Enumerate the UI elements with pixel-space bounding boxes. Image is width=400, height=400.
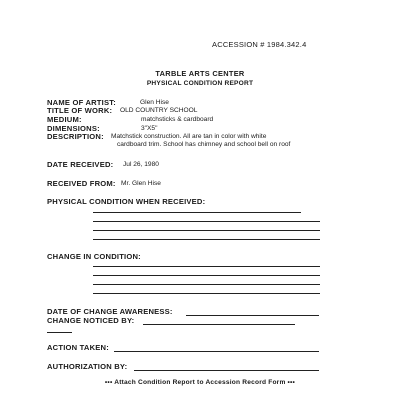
description-line-1: Matchstick construction. All are tan in color with white <box>111 133 267 140</box>
artist-value: Glen Hise <box>140 99 169 106</box>
date-received-value: Jul 26, 1980 <box>123 161 159 168</box>
change-condition-line-4[interactable] <box>93 293 320 294</box>
change-noticed-by-label: CHANGE NOTICED BY: <box>47 316 135 325</box>
medium-value: matchsticks & cardboard <box>141 116 214 123</box>
date-received-label: DATE RECEIVED: <box>47 160 114 169</box>
organization-title: TARBLE ARTS CENTER <box>155 69 245 78</box>
date-change-awareness-line[interactable] <box>186 315 319 316</box>
dimensions-value: 3"X5" <box>141 125 158 132</box>
change-condition-line-2[interactable] <box>93 275 320 276</box>
change-noticed-by-line[interactable] <box>143 324 295 325</box>
footer-note: ••• Attach Condition Report to Accession Record Form ••• <box>104 379 296 386</box>
date-change-awareness-label: DATE OF CHANGE AWARENESS: <box>47 307 173 316</box>
change-condition-line-3[interactable] <box>93 284 320 285</box>
change-condition-line-1[interactable] <box>93 266 320 267</box>
physical-condition-label: PHYSICAL CONDITION WHEN RECEIVED: <box>47 197 206 206</box>
physical-condition-line-2[interactable] <box>93 221 320 222</box>
authorization-by-label: AUTHORIZATION BY: <box>47 362 128 371</box>
dimensions-label: DIMENSIONS: <box>47 124 100 133</box>
description-label: DESCRIPTION: <box>47 132 104 141</box>
accession-number: ACCESSION # 1984.342.4 <box>212 40 307 49</box>
action-taken-line[interactable] <box>114 351 319 352</box>
physical-condition-line-4[interactable] <box>93 239 320 240</box>
title-label: TITLE OF WORK: <box>47 106 113 115</box>
authorization-by-line[interactable] <box>134 370 319 371</box>
report-title: PHYSICAL CONDITION REPORT <box>146 80 254 87</box>
medium-label: MEDIUM: <box>47 115 82 124</box>
received-from-value: Mr. Glen Hise <box>121 180 161 187</box>
title-value: OLD COUNTRY SCHOOL <box>120 107 198 114</box>
description-line-2: cardboard trim. School has chimney and school bell on roof <box>117 141 291 148</box>
action-taken-label: ACTION TAKEN: <box>47 343 109 352</box>
received-from-label: RECEIVED FROM: <box>47 179 116 188</box>
physical-condition-line-1[interactable] <box>93 212 301 213</box>
artist-label: NAME OF ARTIST: <box>47 98 116 107</box>
change-in-condition-label: CHANGE IN CONDITION: <box>47 252 141 261</box>
physical-condition-line-3[interactable] <box>93 230 320 231</box>
short-line <box>47 332 72 333</box>
